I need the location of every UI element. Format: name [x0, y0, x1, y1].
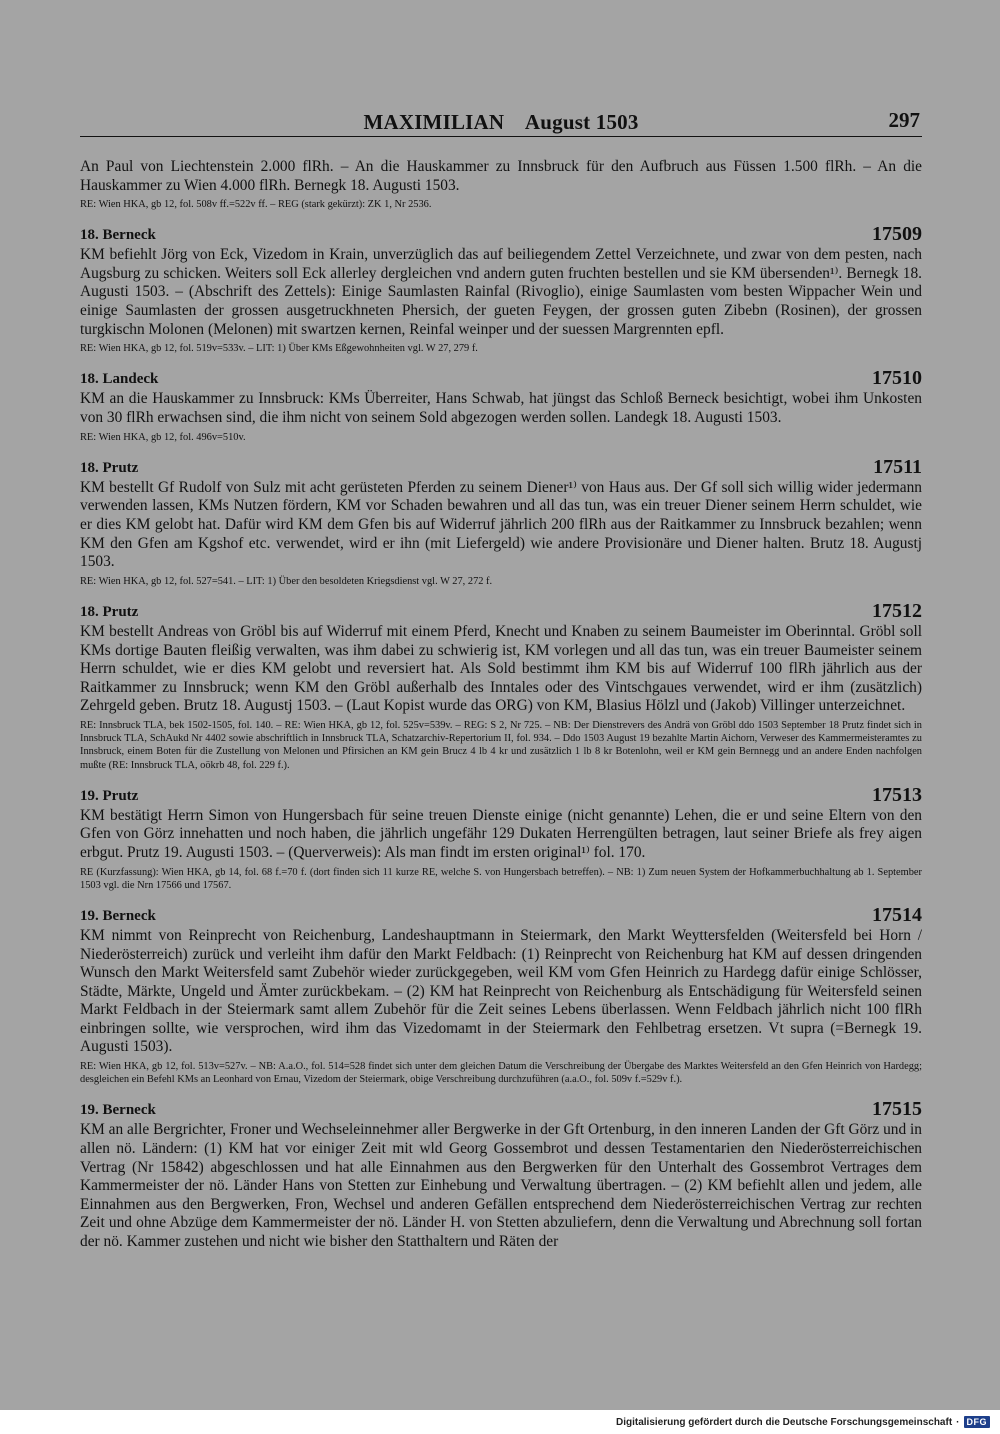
entry-note: RE (Kurzfassung): Wien HKA, gb 14, fol. 68 f.=70 f. (dort finden sich 11 kurze RE, welche S. von Hungersbach betreffen). – NB: 1) Zum neuen System der Hofkammerbuchhaltung ab 1. September 1503 vgl. die Nrn 17566 und 17567.: [80, 866, 922, 891]
entry-heading: [80, 369, 922, 390]
entry-number: 17515: [872, 1098, 922, 1121]
running-title: MAXIMILIAN August 1503: [363, 110, 639, 134]
entry-note: RE: Wien HKA, gb 12, fol. 496v=510v.: [80, 431, 246, 443]
entry-date-place: 19. Berneck: [80, 907, 156, 924]
regest-entry-17510: [80, 369, 922, 443]
entry-date-place: 18. Berneck: [80, 227, 156, 244]
entry-heading: [80, 599, 922, 623]
entry-date-place: 19. Berneck: [80, 1102, 156, 1119]
page-header: [80, 106, 922, 137]
entry-body: KM nimmt von Reinprecht von Reichenburg, Landeshauptmann in Steiermark, den Markt Weyttersfelden (Weitersfeld bei Horn / Niederösterreich) zurück und verleiht ihm dafür den Markt Feldbach: (1) Reinprecht von Reichenburg hat KM auf dessen dringenden Wunsch den Markt Weitersfeld samt Zubehör wieder zurückgegeben, weil KM vom Gfen Heinrich zu Hardegg dafür einige Schlösser, Städte, Märkte, Ungeld und Ämter zurückbekam. – (2) KM hat Reinprecht von Reichenburg als Entschädigung für Weitersfeld seinen Markt Feldbach in der Steiermark samt allem Zubehör für die Zeit seines Lebens überlassen. Wenn Feldbach jährlich nicht 100 flRh einbringen sollte, wie versprochen, wird ihm das Vizedomamt in der Steiermark den Fehlbetrag ersetzen. Vt supra (=Bernegk 19. Augusti 1503).: [80, 926, 922, 1056]
page-content: [80, 158, 922, 1252]
entry-body: KM bestellt Andreas von Gröbl bis auf Widerruf mit einem Pferd, Knecht und Knaben zu seinem Baumeister im Oberinntal. Gröbl soll KMs dortige Bauten fleißig verwalten, was ihm dabei zu schwierig ist, KM vorlegen und all das tun, was ein treuer Baumeister seinem Herrn schuldet, wie er dies KM gelobt und reversiert hat. Als Sold bestimmt ihm KM bis auf Widerruf 100 flRh jährlich aus der Raitkammer zu Innsbruck; wenn KM den Gröbl außerhalb des Inntales oder des Vintschgaues verwendet, wird er ihm (zusätzlich) Zehrgeld geben. Brutz 18. Augustj 1503. – (Laut Kopist wurde das ORG) von KM, Blasius Hölzl und (Jakob) Villinger unterzeichnet.: [80, 622, 922, 715]
entry-heading: [80, 783, 922, 807]
entry-number: 17511: [873, 455, 922, 478]
page-number: 297: [888, 108, 920, 132]
entry-heading: [80, 455, 922, 479]
entry-note: RE: Wien HKA, gb 12, fol. 527=541. – LIT: 1) Über den besoldeten Kriegsdienst vgl. W 27, 272 f.: [80, 575, 493, 587]
regest-entry-17512: [80, 599, 922, 772]
entry-body: KM bestellt Gf Rudolf von Sulz mit acht gerüsteten Pferden zu seinem Diener¹⁾ von Haus aus. Der Gf soll sich willig wider jedermann verwenden lassen, KMs Nutzen fördern, KM vor Schaden bewahren und all das tun, was ein treuer Diener seinem Herrn schuldet, wie er dies KM gelobt hat. Dafür wird KM dem Gfen bis auf Widerruf jährlich 200 flRh aus der Raitkammer zu Innsbruck bezahlen; wenn KM den Gfen am Kgshof etc. verwendet, wird er ihn (mit Liefergeld) wie andere Provisionäre und Diener halten. Brutz 18. Augustj 1503.: [80, 478, 922, 571]
entry-date-place: 18. Landeck: [80, 371, 159, 388]
regest-entry-17511: [80, 455, 922, 588]
entry-body: KM bestätigt Herrn Simon von Hungersbach für seine treuen Dienste einige (nicht genannte) Lehen, die er und seine Eltern von den Gfen von Görz innehatten und noch haben, die jährlich ungefähr 129 Dukaten Herrengülten betragen, laut seiner Briefe als frey aigen erbgut. Prutz 19. Augusti 1503. – (Querverweis): Als man findt im ersten original¹⁾ fol. 170.: [80, 806, 922, 861]
entry-note: RE: Wien HKA, gb 12, fol. 508v ff.=522v ff. – REG (stark gekürzt): ZK 1, Nr 2536.: [80, 199, 432, 210]
entry-number: 17514: [872, 903, 922, 926]
continued-entry: [80, 158, 922, 211]
entry-note: RE: Wien HKA, gb 12, fol. 519v=533v. – LIT: 1) Über KMs Eßgewohnheiten vgl. W 27, 279 f.: [80, 343, 478, 355]
entry-number: 17513: [872, 783, 922, 806]
entry-number: 17512: [872, 599, 922, 622]
entry-body: KM an die Hauskammer zu Innsbruck: KMs Überreiter, Hans Schwab, hat jüngst das Schloß Berneck besichtigt, wobei ihm Unkosten von 30 flRh erwachsen sind, die ihm nicht von seinem Sold abgezogen werden sollen. Landegk 18. Augusti 1503.: [80, 390, 922, 426]
dfg-logo-icon: DFG: [964, 1416, 991, 1428]
entry-body: KM befiehlt Jörg von Eck, Vizedom in Krain, unverzüglich das auf beiliegendem Zettel Verzeichnete, und zwar von dem pesten, nach Augsburg zu schicken. Weiters soll Eck allerley dergleichen vnd andern guten fruchten bestellen und sie KM übersenden¹⁾. Bernegk 18. Augusti 1503. – (Abschrift des Zettels): Einige Saumlasten Rainfal (Rivoglio), einige Saumlasten vom besten Wippacher Wein und einige Saumlasten der grossen ausgetruckhneten Phersich, der gueten Feygen, der grossen guten Zibebn (Rosinen), der grossen turgkischn Molonen (Melonen) mit swartzen kernen, Reinfal weinper und der suessen Margrennten epfl.: [80, 246, 922, 338]
entry-number: 17509: [872, 223, 922, 246]
regest-entry-17515: [80, 1100, 922, 1251]
entry-number: 17510: [872, 367, 922, 390]
entry-heading: [80, 1100, 922, 1121]
entry-body: KM an alle Bergrichter, Froner und Wechseleinnehmer aller Bergwerke in der Gft Ortenburg, in den inneren Landen der Gft Görz und in allen nö. Ländern: (1) KM hat vor einiger Zeit mit wld Georg Gossembrot und dessen Testamentarien den Niederösterreichischen Vertrag (Nr 15842) abgeschlossen und hat alle Einnahmen aus den Bergwerken für den Unterhalt des Gossembrot Vertrages dem Kammermeister der nö. Länder Hans von Stetten zur Einhebung und Verwaltung übertragen. – (2) KM befiehlt allen und jedem, alle Einnahmen aus den Bergwerken, Fron, Wechsel und anderen Gefällen entsprechend dem Niederösterreichischen Vertrag zur rechten Zeit und ohne Abzüge dem Kammermeister der nö. Länder H. von Stetten abzuliefern, denn die Verwaltung und Abrechnung soll fortan der nö. Kammer zustehen und nicht wie bisher den Statthaltern und Räten der: [80, 1121, 922, 1251]
entry-note: RE: Innsbruck TLA, bek 1502-1505, fol. 140. – RE: Wien HKA, gb 12, fol. 525v=539v. – REG: S 2, Nr 725. – NB: Der Dienstrevers des Andrä von Gröbl ddo 1503 September 18 Prutz findet sich in Innsbruck TLA, SchAukd Nr 4402 sowie abschriftlich in Innsbruck TLA, Schatzarchiv-Repertorium II, fol. 934. – Ddo 1503 August 19 bezahlte Martin Aichorn, Verweser des Kammermeisteramtes zu Innsbruck, einem Boten für die Zustellung von Melonen und Pfirsichen an KM gein Brucz 4 lb 4 kr und zusätzlich 1 lb 8 kr Botenlohn, weil er KM gein Bernnegg und an andere Enden nachfolgen mußte (RE: Innsbruck TLA, oökrb 48, fol. 229 f.).: [80, 719, 922, 771]
entry-heading: [80, 903, 922, 927]
entry-date-place: 18. Prutz: [80, 459, 139, 476]
entry-heading: [80, 225, 922, 246]
credit-text: Digitalisierung gefördert durch die Deutsche Forschungsgemeinschaft: [615, 1416, 953, 1428]
digitization-credit: Digitalisierung gefördert durch die Deutsche Forschungsgemeinschaft · DFG: [616, 1416, 990, 1428]
regest-entry-17513: [80, 783, 922, 892]
regest-entry-17509: [80, 225, 922, 355]
entry-date-place: 18. Prutz: [80, 603, 139, 620]
entry-date-place: 19. Prutz: [80, 787, 139, 804]
entry-note: RE: Wien HKA, gb 12, fol. 513v=527v. – NB: A.a.O., fol. 514=528 findet sich unter dem gleichen Datum die Verschreibung der Übergabe des Marktes Weitersfeld an den Gfen Heinrich von Hardegg; desgleichen ein Befehl KMs an Leonhard von Ernau, Vizedom der Steiermark, obige Verschreibung durchzuführen (a.a.O., fol. 509v f.=529v f.).: [80, 1061, 922, 1086]
regest-entry-17514: [80, 903, 922, 1087]
entry-body: An Paul von Liechtenstein 2.000 flRh. – An die Hauskammer zu Innsbruck für den Aufbruch aus Füssen 1.500 flRh. – An die Hauskammer zu Wien 4.000 flRh. Bernegk 18. Augusti 1503.: [80, 158, 922, 194]
